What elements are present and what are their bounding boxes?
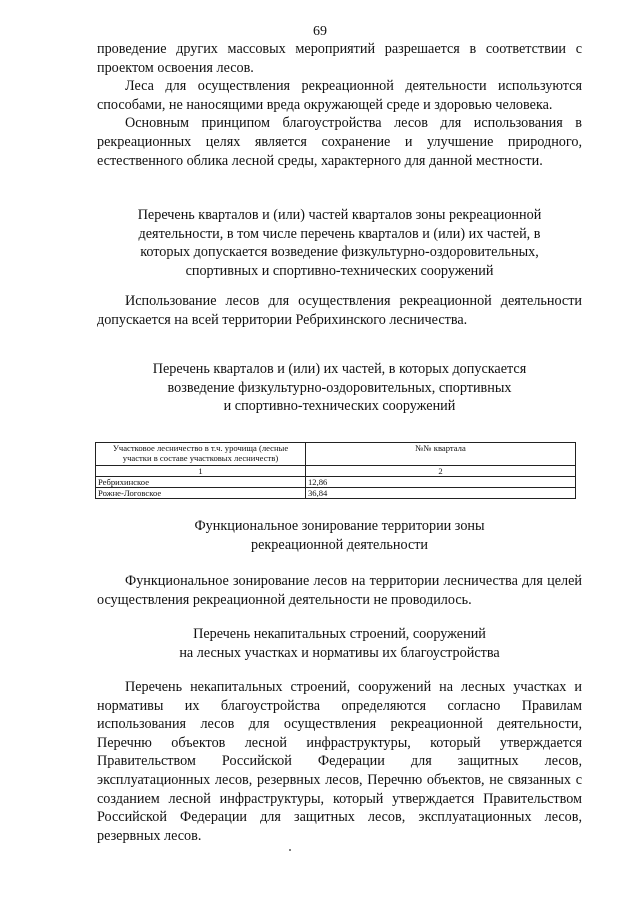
page-number: 69 <box>313 24 327 39</box>
heading-quarters-recreation-zone <box>97 206 582 280</box>
col-number-2: 2 <box>306 466 576 477</box>
heading-functional-zoning <box>97 517 582 554</box>
heading1-line-4: спортивных и спортивно-технических сооружений <box>185 262 494 279</box>
cell-forestry: Ребрихинское <box>96 477 306 488</box>
intro-paragraph-2: Леса для осуществления рекреационной деятельности используются способами, не наносящими вреда окружающей среде и здоровью человека. <box>97 78 582 113</box>
col-number-1: 1 <box>96 466 306 477</box>
header-forestry: Участковое лесничество в т.ч. урочища (лесные участки в составе участковых лесничеств) <box>96 443 306 466</box>
heading1-line-3: которых допускается возведение физкультурно-оздоровительных, <box>140 244 539 261</box>
table-row <box>96 477 576 488</box>
header-quarters: №№ квартала <box>306 443 576 466</box>
heading1-line-2: деятельности, в том числе перечень кварталов и (или) их частей, в <box>138 225 541 242</box>
intro-line-2: проектом освоения лесов. <box>97 59 254 76</box>
paragraph-zoning: Функциональное зонирование лесов на территории лесничества для целей осуществления рекреационной деятельности не проводилось. <box>97 573 582 608</box>
heading2-line-3: и спортивно-технических сооружений <box>223 398 456 415</box>
heading3-line-2: рекреационной деятельности <box>250 536 429 553</box>
intro-paragraph-3: Основным принципом благоустройства лесов для использования в рекреационных целях является сохранение и улучшение природного, естественного облика лесной среды, характерного для данной местности. <box>97 115 582 169</box>
table-header-row <box>96 443 576 466</box>
table-number-row <box>96 466 576 477</box>
heading3-line-1: Функциональное зонирование территории зоны <box>194 518 485 534</box>
heading1-line-1: Перечень кварталов и (или) частей кварталов зоны рекреационной <box>137 207 542 223</box>
heading4-line-2: на лесных участках и нормативы их благоустройства <box>179 644 500 661</box>
heading-non-capital-structures <box>97 625 582 662</box>
intro-section <box>97 40 582 170</box>
heading4-line-1: Перечень некапитальных строений, сооружений <box>193 626 486 642</box>
heading-quarters-sports-facilities <box>97 360 582 416</box>
heading2-line-2: возведение физкультурно-оздоровительных, спортивных <box>167 379 512 396</box>
scan-dot <box>289 849 291 851</box>
paragraph-non-capital-structures: Перечень некапитальных строений, сооружений на лесных участках и нормативы их благоустройства определяются согласно Правилам использования лесов для осуществления рекреационной деятельности, Перечню объектов лесной инфраструктуры, который утверждается Правительством Российской Федерации для защитных лесов, эксплуатационных лесов, резервных лесов, Перечню объектов, не связанных с созданием лесной инфраструктуры, который утверждается Правительством Российской Федерации для защитных лесов, эксплуатационных лесов, резервных лесов. <box>97 679 582 844</box>
table-row <box>96 488 576 499</box>
heading2-line-1: Перечень кварталов и (или) их частей, в которых допускается <box>152 361 527 377</box>
cell-quarters: 36,84 <box>306 488 576 499</box>
cell-forestry: Рожне-Логовское <box>96 488 306 499</box>
paragraph-forest-usage: Использование лесов для осуществления рекреационной деятельности допускается на всей территории Ребрихинского лесничества. <box>97 293 582 328</box>
cell-quarters: 12,86 <box>306 477 576 488</box>
intro-line-1: проведение других массовых мероприятий разрешается в соответствии с <box>97 41 582 57</box>
quarters-table <box>95 442 576 499</box>
